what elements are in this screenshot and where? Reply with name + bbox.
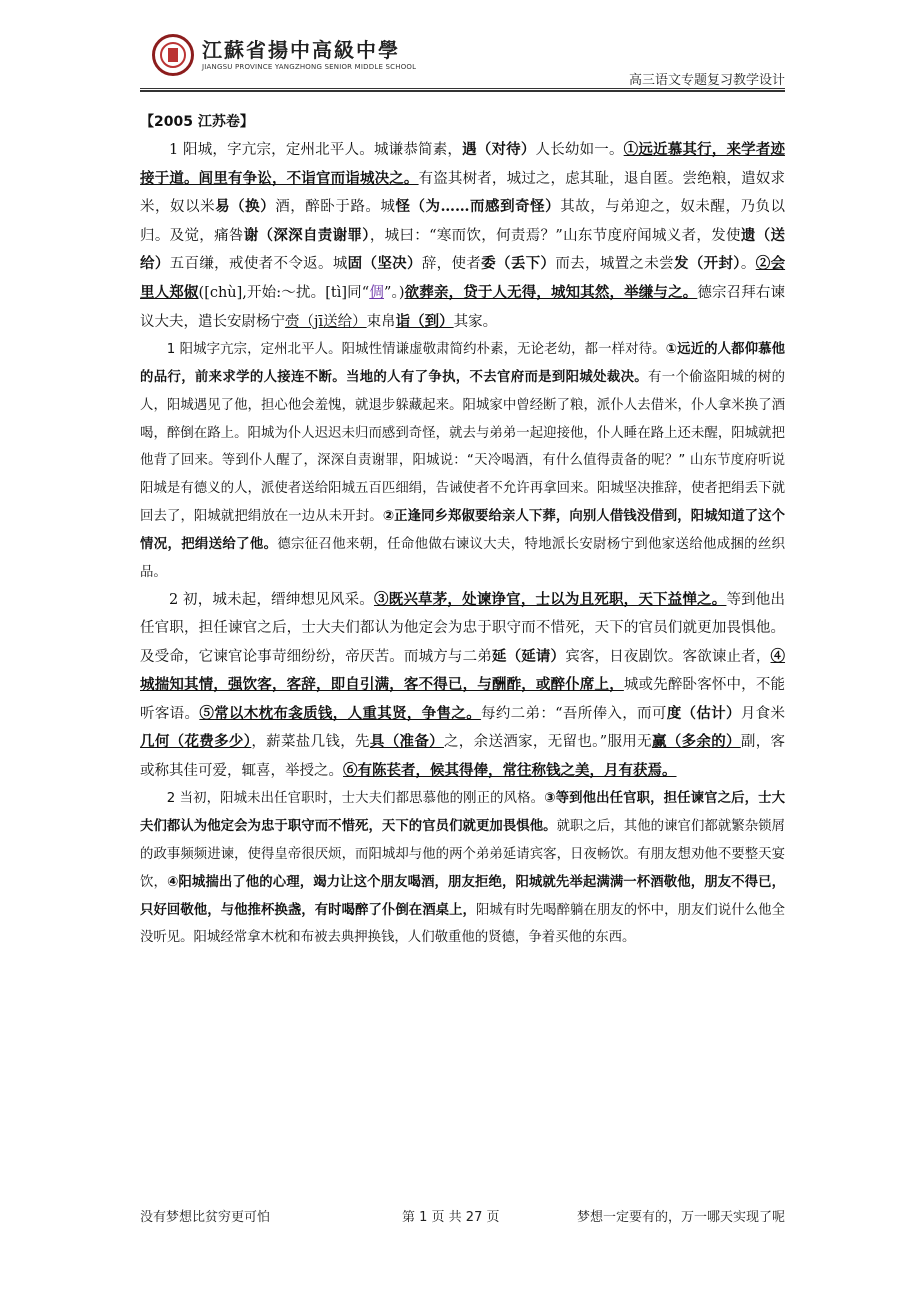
text-run: 人长幼如一。 (535, 142, 624, 158)
text-run: 1 阳城，字亢宗，定州北平人。城谦恭简素， (169, 142, 463, 158)
page-header (140, 28, 785, 86)
text-run: 月食米 (740, 705, 785, 722)
text-run: 。 (740, 256, 756, 273)
key-sentence-translation: ④阳城揣出了他的心理，竭力让这个朋友喝酒，朋友拒绝，阳城就先举起满满一杯酒敬他，朋友不得已，只好回敬他，与他推杯换盏，有时喝醉了仆倒在酒桌上， (140, 874, 785, 918)
annotated-word: 度（估计） (666, 704, 741, 722)
text-run: 1 阳城字亢宗，定州北平人。阳城性情谦虚敬肃简约朴素，无论老幼，都一样对待。 (166, 342, 666, 358)
key-sentence: ③既兴草茅，处谏诤官，士以为且死职，天下益惮之。 (373, 591, 727, 609)
text-run: 五百缣，戒使者不令返。城 (169, 256, 348, 273)
annotated-word: 诣（到） (395, 312, 454, 330)
text-run: 辞，使者 (421, 256, 482, 273)
text-run: 等到他出任官职，担任谏官之后，士大夫们都认为他定会为忠于职守而不惜死，天下的官员们就更加畏惧他。及受命，它谏官论事苛细纷纷，帝厌苦。而城方与二弟 (140, 592, 785, 665)
original-text-paragraph-1 (140, 136, 785, 336)
character-link[interactable]: 倜 (369, 284, 384, 301)
key-sentence: ⑥有陈苌者，候其得俸，常往称钱之美，月有获焉。 (343, 761, 677, 779)
annotated-word: 延（延请） (491, 647, 566, 665)
page-footer (140, 1206, 785, 1228)
annotated-word: 遗（送给） (140, 226, 786, 273)
text-run: 阳城有时先喝醉躺在朋友的怀中，朋友们说什么他全没听见。阳城经常拿木枕和布被去典押换钱，人们敬重他的贤德，争着买他的东西。 (140, 902, 786, 946)
key-sentence: ①远近慕其行，来学者迹接于道。闾里有争讼，不诣官而诣城决之。 (140, 141, 786, 187)
text-run: 有盗其树者，城过之，虑其耻，退自匿。尝绝粮，遣奴求米，奴以米 (140, 170, 785, 216)
footer-motto-right: 梦想一定要有的，万一哪天实现了呢 (576, 1210, 785, 1225)
key-sentence-translation: ③等到他出任官职，担任谏官之后，士大夫们都认为他定会为忠于职守而不惜死，天下的官员们就更加畏惧他。 (140, 791, 785, 835)
section-heading: 【2005 江苏卷】 (140, 114, 254, 130)
text-run: ，薪菜盐几钱，先 (251, 734, 370, 751)
text-run: 之，余送酒家，无留也。”服用无 (443, 734, 652, 751)
text-run: 2 当初，阳城未出任官职时，士大夫们都思慕他的刚正的风格。 (166, 791, 545, 807)
text-run: 德宗征召他来朝，任命他做右谏议大夫，特地派长安尉杨宁到他家送给他成捆的丝织品。 (140, 536, 786, 580)
text-run: 德宗召拜右谏议大夫，遣长安尉杨宁 (140, 284, 786, 330)
annotated-word: 具（准备） (369, 733, 444, 751)
annotated-word: 几何（花费多少） (140, 733, 252, 751)
text-run: 就职之后，其他的谏官们都就繁杂锁屑的政事频频进谏，使得皇帝很厌烦，而阳城却与他的两个弟弟延请宾客，日夜畅饮。有朋友想劝他不要整天宴饮， (140, 819, 785, 890)
key-sentence: 欲葬亲，贷于人无得，城知其然，举缣与之。 (404, 283, 698, 301)
annotated-word: 发（开封） (673, 255, 741, 273)
text-run: 其家。 (453, 313, 498, 330)
annotated-word: 易（换） (215, 198, 276, 216)
annotated-word: 赢（多余的） (651, 733, 741, 751)
annotated-word: 赍（jī送给） (285, 313, 367, 330)
key-sentence-translation: ②正逢同乡郑俶要给亲人下葬，向别人借钱没借到，阳城知道了这个情况，把绢送给了他。 (140, 508, 786, 552)
footer-motto-left: 没有梦想比贫穷更可怕 (140, 1210, 271, 1225)
annotated-word: 固（坚决） (347, 255, 422, 273)
text-run: 城或先醉卧客怀中，不能听客语。 (140, 677, 786, 722)
annotated-word: 委（丢下） (481, 255, 556, 273)
school-logo-icon (152, 34, 194, 76)
document-body (140, 108, 785, 952)
pinyin-note: ([chù],开始:～扰。[tì]同“ (198, 284, 370, 301)
text-run: 其故，与弟迎之，奴未醒，乃负以归。及觉，痛咎 (140, 199, 786, 244)
school-name: 江蘇省揚中高級中學 (202, 38, 400, 62)
key-sentence: ②会里人郑俶 (140, 255, 786, 301)
key-sentence: ④城揣知其情，强饮客，客辞，即自引满，客不得已，与酬酢，或醉仆席上， (140, 647, 786, 694)
text-run: 副，客或称其佳可爱，辄喜，举授之。 (140, 734, 786, 779)
text-run: 酒，醉卧于路。城 (275, 199, 396, 216)
text-run: 束帛 (366, 313, 396, 330)
text-run: 宾客，日夜剧饮。客欲谏止者， (565, 648, 771, 665)
annotated-word: 遇（对待） (462, 141, 536, 158)
text-run: 而去，城置之未尝 (555, 256, 674, 273)
document-title: 高三语文专题复习教学设计 (628, 73, 785, 88)
text-run: 每约二弟：“吾所俸入，而可 (481, 705, 667, 722)
header-divider-thick (140, 90, 785, 92)
page-number: 第 1 页 共 27 页 (402, 1210, 500, 1225)
text-run: 2 初，城未起，缙绅想见风采。 (169, 592, 374, 609)
header-divider (140, 88, 785, 89)
annotated-word: 怪（为……而感到奇怪） (395, 198, 561, 216)
text-run: ，城曰：“寒而饮，何责焉？”山东节度府闻城义者，发使 (369, 227, 741, 244)
school-name-english: JIANGSU PROVINCE YANGZHONG SENIOR MIDDLE SCHOOL (202, 63, 417, 71)
pinyin-note: ”。) (383, 284, 405, 301)
text-run: 有一个偷盗阳城的树的人，阳城遇见了他，担心他会羞愧，就退步躲藏起来。阳城家中曾经断了粮，派仆人去借米，仆人拿米换了酒喝，醉倒在路上。阳城为仆人迟迟未归而感到奇怪，就去与弟弟一起迎接他，仆人睡在路上还未醒，阳城就把他背了回来。等到仆人醒了，深深自责谢罪，阳城说：“天冷喝酒，有什么值得责备的呢？” 山东节度府听说阳城是有德义的人，派使者送给阳城五百匹细绢，告诫使者不允许再拿回来。阳城坚决推辞，使者把绢丢下就回去了，阳城就把绢放在一边从未开封。 (140, 369, 785, 524)
translation-paragraph-1 (140, 336, 785, 586)
annotated-word: 谢（深深自责谢罪） (243, 226, 370, 244)
key-sentence: ⑤常以木枕布衾质钱，人重其贤，争售之。 (199, 704, 482, 722)
original-text-paragraph-2 (140, 586, 785, 785)
translation-paragraph-2 (140, 785, 785, 952)
key-sentence-translation: ①远近的人都仰慕他的品行，前来求学的人接连不断。当地的人有了争执，不去官府而是到阳城处裁决。 (140, 342, 785, 385)
